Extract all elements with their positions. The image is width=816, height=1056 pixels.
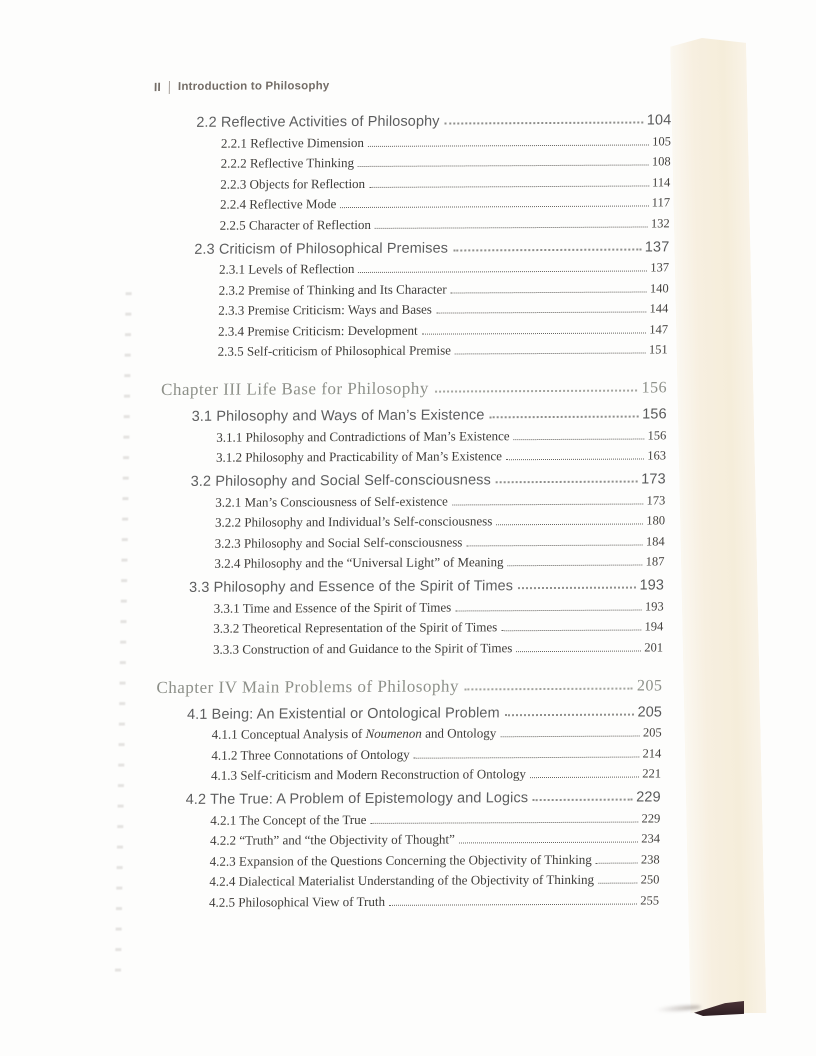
toc-row-sub: [157, 614, 663, 637]
dot-leader: [455, 352, 646, 354]
scan-artifacts: [115, 292, 132, 987]
toc-entry-label: 2.3 Criticism of Philosophical Premises: [194, 240, 449, 258]
toc-entry-label: 2.3.2 Premise of Thinking and Its Character: [218, 281, 447, 298]
dot-leader: [451, 291, 647, 293]
toc-entry-label: 3.1.1 Philosophy and Contradictions of Man’s Existence: [216, 427, 510, 445]
toc-entry-label: 2.2.2 Reflective Thinking: [220, 155, 355, 171]
toc-entry-label: 4.2 The True: A Problem of Epistemology and Logics: [185, 790, 529, 808]
toc-entry-label: 2.3.5 Self-criticism of Philosophical Premise: [217, 342, 452, 359]
dot-leader: [496, 481, 637, 484]
toc-row-sub: [163, 275, 669, 298]
toc-entry-page-number: 173: [646, 492, 666, 507]
dot-leader: [435, 390, 637, 393]
toc-row-sub: [159, 528, 665, 551]
running-header: [154, 77, 672, 94]
header-divider: [169, 80, 170, 93]
dot-leader: [453, 248, 641, 251]
toc-entry-page-number: 221: [642, 766, 662, 781]
toc-entry-label: 4.2.1 The Concept of the True: [210, 811, 367, 828]
dot-leader: [596, 862, 638, 863]
toc-row-section: [165, 104, 671, 131]
toc-entry-label: 2.3.4 Premise Criticism: Development: [217, 322, 418, 339]
toc-entry-label: Chapter IV Main Problems of Philosophy: [156, 675, 460, 697]
toc-entry-page-number: 180: [646, 513, 666, 528]
toc-row-chapter: [156, 669, 662, 698]
toc-entry-page-number: 238: [640, 851, 660, 867]
toc-entry-label: 3.2.3 Philosophy and Social Self-consciousness: [214, 533, 463, 551]
toc-entry-label: 3.3 Philosophy and Essence of the Spirit of Times: [188, 578, 514, 596]
toc-entry-page-number: 156: [647, 427, 667, 442]
dot-leader: [533, 799, 632, 802]
toc-entry-page-number: 140: [649, 280, 669, 295]
toc-entry-page-number: 173: [641, 471, 666, 488]
dot-leader: [368, 144, 649, 146]
toc-row-sub: [159, 508, 665, 531]
dot-leader: [375, 226, 648, 228]
dot-leader: [508, 565, 643, 567]
toc-entry-label: Chapter III Life Base for Philosophy: [160, 378, 430, 400]
dot-leader: [358, 270, 647, 273]
folio-page-number: II: [153, 80, 162, 95]
toc-entry-label: 2.2.5 Character of Reflection: [219, 216, 372, 233]
toc-row-sub: [164, 190, 670, 213]
toc-entry-page-number: 250: [640, 872, 660, 887]
toc-entry-page-number: 144: [649, 301, 669, 316]
toc-entry-page-number: 205: [642, 725, 662, 740]
dot-leader: [500, 736, 640, 738]
toc-entry-label: 3.3.2 Theoretical Representation of the Spirit of Times: [213, 619, 498, 636]
toc-entry-page-number: 229: [636, 789, 661, 806]
toc-row-sub: [154, 826, 660, 849]
toc-row-sub: [158, 549, 664, 572]
toc-row-sub: [162, 316, 668, 339]
toc-entry-page-number: 255: [640, 892, 660, 908]
toc-entry-label: 2.2.1 Reflective Dimension: [220, 134, 365, 151]
toc-entry-label: 3.2 Philosophy and Social Self-consciousness: [190, 472, 492, 490]
toc-row-section: [155, 781, 661, 808]
toc-entry-page-number: 156: [642, 406, 667, 423]
dot-leader: [501, 630, 641, 632]
dot-leader: [389, 903, 637, 905]
toc-entry-page-number: 163: [647, 448, 667, 463]
toc-entry-page-number: 117: [651, 195, 671, 210]
dot-leader: [496, 524, 643, 526]
book-fore-edge: [670, 38, 766, 1013]
toc-row-section: [161, 398, 667, 425]
dot-leader: [459, 842, 638, 844]
dot-leader: [489, 416, 638, 419]
toc-row-sub: [165, 149, 671, 172]
toc-entry-label: 2.2.4 Reflective Mode: [219, 196, 337, 212]
dot-leader: [358, 164, 649, 167]
toc-row-sub: [156, 720, 662, 743]
dot-leader: [422, 332, 647, 334]
toc-row-sub: [162, 296, 668, 319]
toc-entry-page-number: 156: [641, 379, 668, 397]
toc-row-sub: [155, 740, 661, 763]
toc-entry-page-number: 137: [644, 238, 670, 255]
toc-entry-label: 3.2.1 Man’s Consciousness of Self-existence: [215, 493, 449, 510]
toc-entry-page-number: 137: [650, 260, 670, 275]
toc-entry-page-number: 147: [649, 321, 669, 336]
dot-leader: [455, 609, 642, 611]
toc-entry-label: 4.1.1 Conceptual Analysis of Noumenon and Ontology: [211, 725, 497, 742]
toc-row-sub: [163, 255, 669, 278]
toc-row-section: [163, 231, 669, 258]
toc-entry-page-number: 184: [645, 533, 665, 548]
toc-entry-page-number: 114: [651, 174, 671, 189]
book-title: Introduction to Philosophy: [177, 80, 330, 93]
toc-row-sub: [153, 867, 659, 890]
toc-entry-page-number: 201: [644, 639, 664, 655]
toc-row-sub: [164, 169, 670, 192]
toc-entry-page-number: 193: [644, 598, 664, 614]
toc-entry-label: 4.1 Being: An Existential or Ontological Problem: [186, 704, 500, 723]
toc-entry-page-number: 105: [652, 133, 672, 148]
toc-row-sub: [165, 128, 671, 151]
toc-entry-page-number: 205: [637, 703, 663, 721]
dot-leader: [518, 587, 635, 590]
toc-row-sub: [164, 210, 670, 233]
toc-entry-page-number: 205: [636, 676, 663, 695]
toc-entry-label: 3.1.2 Philosophy and Practicability of Man’s Existence: [215, 448, 503, 465]
toc-row-sub: [160, 443, 666, 466]
toc-entry-page-number: 193: [639, 577, 665, 594]
toc-row-sub: [162, 337, 668, 360]
toc-entry-label: 4.2.4 Dialectical Materialist Understanding of the Objectivity of Thinking: [209, 871, 595, 889]
toc-row-section: [160, 463, 666, 490]
toc-row-section: [156, 696, 662, 723]
toc-row-section: [158, 569, 664, 596]
toc-entry-page-number: 187: [645, 554, 665, 569]
toc-row-sub: [153, 887, 659, 910]
toc-entry-page-number: 104: [646, 112, 672, 129]
toc-entry-label: 3.1 Philosophy and Ways of Man’s Existence: [191, 407, 485, 425]
toc-entry-label: 4.1.3 Self-criticism and Modern Reconstruction of Ontology: [210, 766, 527, 783]
dot-leader: [598, 883, 638, 884]
toc-row-sub: [155, 761, 661, 784]
dot-leader: [466, 544, 643, 546]
toc-entry-label: 2.3.1 Levels of Reflection: [218, 261, 355, 277]
toc-entry-label: 4.2.3 Expansion of the Questions Concerning the Objectivity of Thinking: [209, 851, 592, 869]
table-of-contents: [153, 104, 672, 910]
dot-leader: [505, 713, 634, 716]
toc-entry-page-number: 229: [641, 810, 661, 826]
dot-leader: [370, 821, 638, 823]
dot-leader: [445, 122, 643, 125]
toc-row-sub: [154, 846, 660, 869]
toc-entry-page-number: 151: [648, 342, 668, 357]
dot-leader: [452, 503, 644, 505]
dot-leader: [506, 459, 644, 461]
dot-leader: [530, 777, 639, 779]
toc-row-chapter: [161, 371, 667, 400]
dot-leader: [516, 650, 641, 652]
toc-entry-label: 3.2.2 Philosophy and Individual’s Self-consciousness: [214, 513, 493, 530]
toc-entry-label: 2.2.3 Objects for Reflection: [220, 175, 366, 192]
dot-leader: [436, 311, 647, 313]
toc-row-sub: [158, 593, 664, 616]
toc-entry-label: 2.3.3 Premise Criticism: Ways and Bases: [218, 301, 433, 318]
toc-entry-label: 4.2.5 Philosophical View of Truth: [208, 893, 386, 910]
toc-entry-page-number: 108: [651, 154, 671, 169]
dot-leader: [369, 185, 649, 187]
toc-entry-page-number: 194: [644, 619, 664, 634]
toc-entry-label: 4.2.2 “Truth” and “the Objectivity of Thought”: [209, 831, 455, 848]
toc-entry-label: 4.1.2 Three Connotations of Ontology: [211, 746, 410, 763]
toc-row-sub: [157, 634, 663, 657]
dot-leader: [340, 205, 648, 208]
toc-entry-label: 3.3.1 Time and Essence of the Spirit of Times: [213, 599, 452, 616]
toc-row-sub: [160, 422, 666, 445]
page-content: [153, 77, 672, 910]
toc-entry-label: 3.3.3 Construction of and Guidance to the Spirit of Times: [212, 639, 513, 657]
toc-row-sub: [154, 805, 660, 828]
dot-leader: [414, 756, 640, 758]
toc-entry-page-number: 214: [642, 745, 662, 761]
toc-entry-label: 3.2.4 Philosophy and the “Universal Light” of Meaning: [214, 554, 504, 571]
toc-row-sub: [159, 487, 665, 510]
dot-leader: [514, 438, 645, 440]
toc-entry-label: 2.2 Reflective Activities of Philosophy: [196, 113, 440, 131]
toc-entry-page-number: 132: [650, 215, 670, 230]
dot-leader: [465, 687, 632, 690]
toc-entry-page-number: 234: [641, 831, 661, 846]
